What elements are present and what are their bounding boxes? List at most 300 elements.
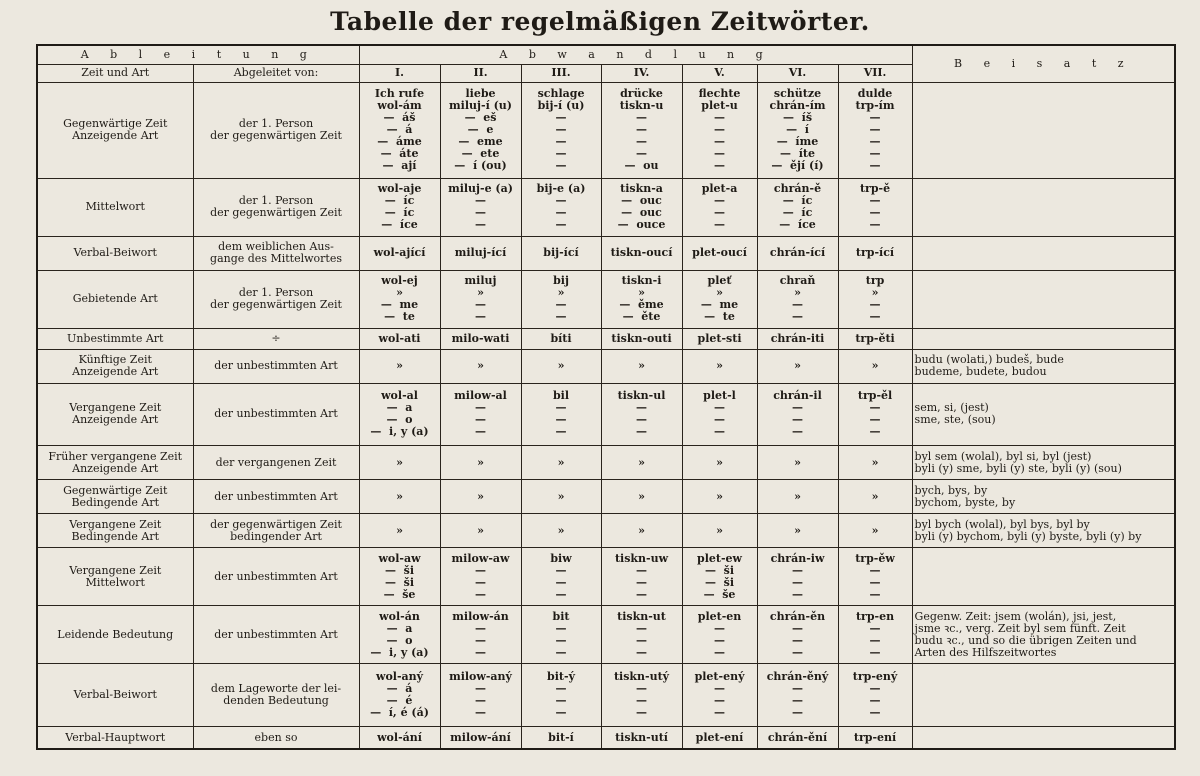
table-row <box>37 349 1175 383</box>
conjugation-cell-5 <box>682 664 757 727</box>
beisatz-cell-line: bychom, byste, by <box>914 495 1016 509</box>
conjugation-cell-1-line: wol-ati <box>378 331 421 345</box>
conjugation-cell-2-line: milow-al <box>454 389 507 403</box>
conjugation-cell-4-line: » <box>638 489 645 503</box>
conjugation-cell-1 <box>359 178 440 236</box>
conjugation-cell-5-line: » <box>716 489 723 503</box>
conjugation-cell-1 <box>359 236 440 270</box>
conjugation-cell-5-line: plet-l <box>703 389 736 403</box>
conjugation-cell-4 <box>601 480 682 514</box>
conjugation-cell-4 <box>601 514 682 548</box>
conjugation-cell-2-line: — <box>475 425 487 439</box>
conjugation-cell-4-line: — <box>636 633 648 647</box>
conjugation-cell-4-line: tiskn-ul <box>617 389 666 403</box>
conjugation-cell-1-line: wol-ej <box>381 274 418 288</box>
conjugation-cell-3-line: — <box>555 575 567 589</box>
conjugation-cell-6 <box>757 480 838 514</box>
conjugation-cell-1-line: — á <box>386 123 413 137</box>
conjugation-cell-1-line: — á <box>386 682 413 696</box>
zeit-und-art-cell-line: Vergangene Zeit <box>69 563 162 577</box>
conjugation-cell-5-line: plet-ení <box>695 730 744 744</box>
conjugation-cell-5-line: — <box>714 123 726 137</box>
conjugation-cell-6-line: chrán-il <box>773 389 822 403</box>
beisatz-cell <box>912 446 1175 480</box>
abgeleitet-von-cell <box>193 727 359 749</box>
header-class-7: VII. <box>838 64 912 82</box>
conjugation-cell-7-line: — <box>869 633 881 647</box>
zeit-und-art-cell-line: Gegenwärtige Zeit <box>63 117 168 131</box>
zeit-und-art-cell <box>37 727 193 749</box>
conjugation-cell-4-line: tiskn-utí <box>615 730 668 744</box>
abgeleitet-von-cell <box>193 328 359 349</box>
conjugation-cell-1 <box>359 82 440 178</box>
conjugation-cell-6-line: chrán-ěný <box>766 670 829 684</box>
header-abgeleitet-von: Abgeleitet von: <box>193 64 359 82</box>
beisatz-cell-line: byl bych (wolal), byl bys, byl by <box>914 517 1090 531</box>
conjugation-cell-3 <box>521 270 601 328</box>
conjugation-cell-1-line: wol-ám <box>377 99 422 113</box>
conjugation-cell-3 <box>521 606 601 664</box>
conjugation-cell-4 <box>601 446 682 480</box>
conjugation-cell-6-line: » <box>794 359 801 373</box>
conjugation-cell-2-line: » <box>477 286 484 300</box>
conjugation-cell-2-line: — í (ou) <box>454 159 507 173</box>
conjugation-cell-4 <box>601 727 682 749</box>
conjugation-cell-2 <box>440 606 521 664</box>
conjugation-cell-6-line: » <box>794 455 801 469</box>
conjugation-cell-1-line: » <box>396 286 403 300</box>
beisatz-cell <box>912 664 1175 727</box>
header-zeit-und-art: Zeit und Art <box>37 64 193 82</box>
conjugation-cell-2-line: — <box>475 298 487 312</box>
conjugation-cell-5 <box>682 349 757 383</box>
conjugation-cell-3-line: — <box>555 123 567 137</box>
conjugation-cell-1-line: — é <box>386 694 413 708</box>
conjugation-cell-6 <box>757 82 838 178</box>
conjugation-cell-7 <box>838 480 912 514</box>
conjugation-cell-2-line: — <box>475 563 487 577</box>
conjugation-cell-1 <box>359 727 440 749</box>
conjugation-cell-2-line: milow-aný <box>449 670 512 684</box>
conjugation-cell-4-line: — <box>636 563 648 577</box>
conjugation-cell-1-line: wol-aw <box>378 551 421 565</box>
conjugation-cell-1 <box>359 383 440 445</box>
conjugation-cell-7-line: » <box>871 455 879 469</box>
conjugation-cell-3-line: — <box>555 401 567 415</box>
conjugation-cell-5-line: plet-en <box>697 609 742 623</box>
abgeleitet-von-cell-line: eben so <box>254 730 298 744</box>
abgeleitet-von-cell <box>193 270 359 328</box>
conjugation-cell-4-line: tiskn-ut <box>617 609 666 623</box>
conjugation-cell-4-line: — <box>636 706 648 720</box>
conjugation-cell-3-line: — <box>555 694 567 708</box>
conjugation-cell-3-line: — <box>555 298 567 312</box>
abgeleitet-von-cell-line: der gegenwärtigen Zeit <box>210 517 342 531</box>
conjugation-cell-3 <box>521 480 601 514</box>
conjugation-cell-4-line: tiskn-i <box>621 274 662 288</box>
conjugation-cell-5 <box>682 82 757 178</box>
beisatz-cell <box>912 236 1175 270</box>
conjugation-cell-2 <box>440 514 521 548</box>
beisatz-cell-line: budu ꝛc., und so die übrigen Zeiten und <box>914 633 1137 647</box>
abgeleitet-von-cell-line: der vergangenen Zeit <box>215 455 337 469</box>
conjugation-cell-6-line: — <box>792 310 804 324</box>
zeit-und-art-cell-line: Gegenwärtige Zeit <box>63 483 168 497</box>
conjugation-cell-5 <box>682 514 757 548</box>
conjugation-cell-4-line: — ouce <box>617 218 666 232</box>
zeit-und-art-cell <box>37 548 193 606</box>
conjugation-cell-5-line: — <box>714 694 726 708</box>
conjugation-cell-6-line: — <box>792 425 804 439</box>
conjugation-cell-1-line: — i, y (a) <box>370 425 429 439</box>
beisatz-cell <box>912 727 1175 749</box>
conjugation-cell-4-line: tiskn-utý <box>613 670 670 684</box>
conjugation-cell-7 <box>838 383 912 445</box>
beisatz-cell-line: budu (wolati,) budeš, bude <box>914 353 1064 367</box>
beisatz-cell <box>912 383 1175 445</box>
conjugation-cell-1-line: — ši <box>385 575 415 589</box>
conjugation-cell-2-line: — <box>475 194 487 208</box>
header-class-4: IV. <box>601 64 682 82</box>
conjugation-cell-5-line: — še <box>703 587 736 601</box>
conjugation-cell-6-line: chrán-ím <box>769 99 826 113</box>
conjugation-cell-7-line: — <box>869 298 881 312</box>
beisatz-cell <box>912 606 1175 664</box>
zeit-und-art-cell <box>37 82 193 178</box>
table-row <box>37 270 1175 328</box>
conjugation-cell-5-line: » <box>716 359 723 373</box>
conjugation-cell-6-line: chrán-ě <box>773 182 822 196</box>
abgeleitet-von-cell <box>193 236 359 270</box>
beisatz-cell <box>912 82 1175 178</box>
conjugation-cell-7-line: — <box>869 159 881 173</box>
conjugation-cell-3-line: — <box>555 159 567 173</box>
conjugation-cell-1-line: — o <box>386 413 413 427</box>
conjugation-cell-3-line: — <box>555 194 567 208</box>
conjugation-cell-5 <box>682 328 757 349</box>
conjugation-cell-2 <box>440 727 521 749</box>
conjugation-cell-4-line: — <box>636 645 648 659</box>
conjugation-cell-4-line: — <box>636 147 648 161</box>
conjugation-cell-3-line: — <box>555 425 567 439</box>
conjugation-cell-6 <box>757 606 838 664</box>
conjugation-cell-2-line: liebe <box>465 87 496 101</box>
conjugation-cell-2 <box>440 446 521 480</box>
conjugation-cell-2-line: — eš <box>464 111 497 125</box>
conjugation-cell-7-line: — <box>869 425 881 439</box>
conjugation-cell-6-line: chraň <box>779 274 816 288</box>
conjugation-cell-7-line: trp-ím <box>855 99 895 113</box>
conjugation-cell-7-line: — <box>869 706 881 720</box>
conjugation-cell-4-line: — <box>636 575 648 589</box>
conjugation-cell-7-line: — <box>869 575 881 589</box>
conjugation-cell-7 <box>838 236 912 270</box>
zeit-und-art-cell <box>37 328 193 349</box>
zeit-und-art-cell <box>37 606 193 664</box>
conjugation-cell-6 <box>757 328 838 349</box>
zeit-und-art-cell <box>37 664 193 727</box>
conjugation-cell-4-line: — ěme <box>619 298 664 312</box>
abgeleitet-von-cell-line: dem Lageworte der lei- <box>210 682 342 696</box>
conjugation-cell-3-line: — <box>555 413 567 427</box>
conjugation-cell-6-line: — íc <box>782 194 813 208</box>
conjugation-cell-1-line: Ich rufe <box>374 87 425 101</box>
conjugation-cell-6-line: — <box>792 401 804 415</box>
conjugation-cell-1-line: — a <box>386 401 413 415</box>
conjugation-cell-5-line: » <box>716 286 723 300</box>
conjugation-cell-7-line: — <box>869 587 881 601</box>
abgeleitet-von-cell-line: ÷ <box>271 331 281 345</box>
conjugation-cell-5-line: — <box>714 621 726 635</box>
conjugation-cell-2 <box>440 664 521 727</box>
conjugation-cell-5 <box>682 606 757 664</box>
conjugation-cell-4-line: drücke <box>620 87 663 101</box>
conjugation-cell-7-line: — <box>869 694 881 708</box>
conjugation-cell-2-line: — <box>475 310 487 324</box>
conjugation-cell-2 <box>440 178 521 236</box>
conjugation-cell-3-line: bit-í <box>548 730 574 744</box>
conjugation-cell-1-line: — a <box>386 621 413 635</box>
conjugation-cell-5 <box>682 178 757 236</box>
conjugation-cell-7 <box>838 349 912 383</box>
conjugation-cell-6 <box>757 178 838 236</box>
beisatz-cell <box>912 480 1175 514</box>
conjugation-cell-7-line: — <box>869 147 881 161</box>
conjugation-cell-7-line: — <box>869 310 881 324</box>
beisatz-cell-line: Gegenw. Zeit: jsem (wolán), jsi, jest, <box>914 609 1117 623</box>
conjugation-cell-6-line: — íce <box>779 218 816 232</box>
beisatz-cell <box>912 514 1175 548</box>
zeit-und-art-cell <box>37 514 193 548</box>
conjugation-cell-3 <box>521 82 601 178</box>
conjugation-cell-3-line: » <box>557 489 565 503</box>
zeit-und-art-cell-line: Anzeigende Art <box>72 129 159 143</box>
conjugation-cell-6-line: — <box>792 633 804 647</box>
conjugation-cell-5-line: — <box>714 645 726 659</box>
conjugation-cell-4-line: — <box>636 682 648 696</box>
conjugation-cell-1-line: — áte <box>380 147 419 161</box>
zeit-und-art-cell <box>37 236 193 270</box>
conjugation-cell-4 <box>601 82 682 178</box>
conjugation-cell-6 <box>757 727 838 749</box>
conjugation-cell-3-line: » <box>557 286 565 300</box>
conjugation-cell-7-line: — <box>869 401 881 415</box>
conjugation-cell-3-line: bij-í (u) <box>537 99 585 113</box>
conjugation-cell-6-line: — <box>792 621 804 635</box>
conjugation-cell-4-line: — <box>636 401 648 415</box>
conjugation-cell-1-line: — ši <box>385 563 415 577</box>
table-row <box>37 328 1175 349</box>
conjugation-cell-1-line: wol-aje <box>377 182 422 196</box>
conjugation-cell-7-line: — <box>869 111 881 125</box>
beisatz-cell-line: Arten des Hilfszeitwortes <box>914 645 1057 659</box>
conjugation-cell-6 <box>757 664 838 727</box>
conjugation-cell-4 <box>601 328 682 349</box>
header-class-3: III. <box>521 64 601 82</box>
conjugation-cell-7-line: — <box>869 563 881 577</box>
zeit-und-art-cell <box>37 349 193 383</box>
abgeleitet-von-cell <box>193 82 359 178</box>
beisatz-cell-line: budeme, budete, budou <box>914 365 1047 379</box>
conjugation-cell-4-line: — <box>636 111 648 125</box>
abgeleitet-von-cell-line: der 1. Person <box>238 286 314 300</box>
conjugation-cell-3-line: » <box>557 455 565 469</box>
zeit-und-art-cell <box>37 383 193 445</box>
conjugation-cell-5-line: — te <box>704 310 735 324</box>
abgeleitet-von-cell <box>193 383 359 445</box>
conjugation-cell-7-line: — <box>869 621 881 635</box>
conjugation-cell-5-line: plet-oucí <box>692 246 747 260</box>
conjugation-cell-4-line: tiskn-a <box>620 182 663 196</box>
conjugation-cell-4-line: — ou <box>624 159 659 173</box>
conjugation-cell-6 <box>757 383 838 445</box>
conjugation-cell-3 <box>521 328 601 349</box>
conjugation-cell-3 <box>521 383 601 445</box>
conjugation-cell-1 <box>359 606 440 664</box>
conjugation-cell-2-line: — <box>475 682 487 696</box>
conjugation-cell-5 <box>682 383 757 445</box>
conjugation-cell-1-line: — me <box>380 298 419 312</box>
conjugation-cell-4-line: » <box>638 523 645 537</box>
conjugation-cell-3-line: — <box>555 563 567 577</box>
conjugation-cell-1-line: » <box>396 489 403 503</box>
conjugation-cell-7 <box>838 514 912 548</box>
abgeleitet-von-cell <box>193 446 359 480</box>
conjugation-cell-2-line: milow-án <box>452 609 509 623</box>
zeit-und-art-cell <box>37 480 193 514</box>
header-class-2: II. <box>440 64 521 82</box>
conjugation-cell-5-line: — <box>714 401 726 415</box>
conjugation-cell-4 <box>601 270 682 328</box>
conjugation-cell-1 <box>359 548 440 606</box>
conjugation-cell-2-line: milow-ání <box>450 730 511 744</box>
conjugation-cell-5-line: — <box>714 218 726 232</box>
conjugation-cell-1-line: — áme <box>377 135 422 149</box>
conjugation-cell-4 <box>601 383 682 445</box>
conjugation-cell-7-line: — <box>869 206 881 220</box>
conjugation-cell-5-line: plet-ený <box>694 670 745 684</box>
conjugation-cell-6 <box>757 514 838 548</box>
beisatz-cell <box>912 178 1175 236</box>
header-ableitung: A b l e i t u n g <box>37 45 359 64</box>
abgeleitet-von-cell <box>193 349 359 383</box>
abgeleitet-von-cell-line: dem weiblichen Aus- <box>218 240 334 254</box>
conjugation-cell-7-line: trp-ení <box>853 730 897 744</box>
conjugation-cell-4 <box>601 349 682 383</box>
conjugation-cell-4 <box>601 606 682 664</box>
table-body <box>37 82 1175 749</box>
beisatz-cell-line: byl sem (wolal), byl si, byl (jest) <box>914 449 1092 463</box>
conjugation-cell-3 <box>521 349 601 383</box>
conjugation-cell-6-line: — íte <box>780 147 815 161</box>
table-row <box>37 236 1175 270</box>
conjugation-cell-3-line: schlage <box>537 87 585 101</box>
header-row-top <box>37 45 1175 64</box>
conjugation-cell-7-line: trp-ě <box>859 182 891 196</box>
conjugation-cell-5 <box>682 236 757 270</box>
conjugation-cell-6-line: — <box>792 563 804 577</box>
conjugation-cell-6 <box>757 236 838 270</box>
abgeleitet-von-cell <box>193 514 359 548</box>
conjugation-cell-7 <box>838 270 912 328</box>
zeit-und-art-cell <box>37 270 193 328</box>
conjugation-cell-4-line: — ouc <box>621 206 662 220</box>
conjugation-cell-7 <box>838 82 912 178</box>
conjugation-cell-6-line: » <box>794 523 801 537</box>
conjugation-cell-2-line: milo-wati <box>451 331 510 345</box>
conjugation-cell-5 <box>682 727 757 749</box>
zeit-und-art-cell-line: Bedingende Art <box>71 495 160 509</box>
conjugation-cell-3 <box>521 446 601 480</box>
conjugation-cell-4 <box>601 548 682 606</box>
conjugation-cell-6-line: » <box>794 489 801 503</box>
conjugation-cell-5-line: » <box>716 523 723 537</box>
conjugation-cell-2-line: — <box>475 413 487 427</box>
conjugation-cell-6-line: chrán-iw <box>770 551 825 565</box>
conjugation-cell-6-line: chrán-ící <box>769 246 826 260</box>
abgeleitet-von-cell <box>193 606 359 664</box>
conjugation-cell-5 <box>682 446 757 480</box>
conjugation-cell-2-line: » <box>477 359 484 373</box>
conjugation-cell-5-line: — <box>714 194 726 208</box>
conjugation-cell-6-line: — <box>792 575 804 589</box>
conjugation-cell-5-line: — <box>714 206 726 220</box>
zeit-und-art-cell-line: Verbal-Beiwort <box>73 246 157 260</box>
conjugation-cell-1 <box>359 446 440 480</box>
conjugation-cell-3-line: — <box>555 310 567 324</box>
beisatz-cell-line: bych, bys, by <box>914 483 988 497</box>
conjugation-cell-3-line: » <box>557 523 565 537</box>
conjugation-cell-2-line: — e <box>467 123 494 137</box>
conjugation-cell-2-line: — <box>475 587 487 601</box>
conjugation-cell-4-line: — <box>636 621 648 635</box>
conjugation-cell-5 <box>682 480 757 514</box>
zeit-und-art-cell-line: Unbestimmte Art <box>67 331 164 345</box>
conjugation-cell-3-line: — <box>555 633 567 647</box>
conjugation-cell-1-line: — te <box>384 310 415 324</box>
conjugation-cell-4-line: — <box>636 123 648 137</box>
conjugation-cell-3-line: » <box>557 359 565 373</box>
conjugation-cell-7-line: — <box>869 682 881 696</box>
conjugation-cell-2-line: miluj <box>464 274 497 288</box>
conjugation-cell-2-line: » <box>477 455 484 469</box>
zeit-und-art-cell-line: Künftige Zeit <box>78 353 152 367</box>
conjugation-cell-1-line: — i, y (a) <box>370 645 429 659</box>
conjugation-cell-5-line: plet-sti <box>697 331 742 345</box>
conjugation-cell-6-line: » <box>794 286 801 300</box>
conjugation-cell-3 <box>521 548 601 606</box>
conjugation-cell-1-line: wol-ající <box>373 246 426 260</box>
conjugation-cell-1-line: » <box>396 359 403 373</box>
conjugation-cell-5-line: — <box>714 111 726 125</box>
zeit-und-art-cell-line: Anzeigende Art <box>72 413 159 427</box>
abgeleitet-von-cell-line: der unbestimmten Art <box>214 407 338 421</box>
conjugation-cell-1-line: — še <box>383 587 416 601</box>
beisatz-cell-line: byli (y) bychom, byli (y) byste, byli (y) by <box>914 529 1142 543</box>
conjugation-cell-7 <box>838 178 912 236</box>
header-class-1: I. <box>359 64 440 82</box>
conjugation-cell-6 <box>757 270 838 328</box>
zeit-und-art-cell-line: Vergangene Zeit <box>69 401 162 415</box>
conjugation-cell-2-line: — <box>475 633 487 647</box>
conjugation-cell-2-line: » <box>477 489 484 503</box>
conjugation-cell-2-line: — <box>475 645 487 659</box>
conjugation-cell-5-line: plet-a <box>701 182 738 196</box>
abgeleitet-von-cell-line: der unbestimmten Art <box>214 489 338 503</box>
conjugation-cell-3-line: — <box>555 147 567 161</box>
zeit-und-art-cell-line: Früher vergangene Zeit <box>48 449 183 463</box>
conjugation-cell-3-line: bil <box>552 389 570 403</box>
